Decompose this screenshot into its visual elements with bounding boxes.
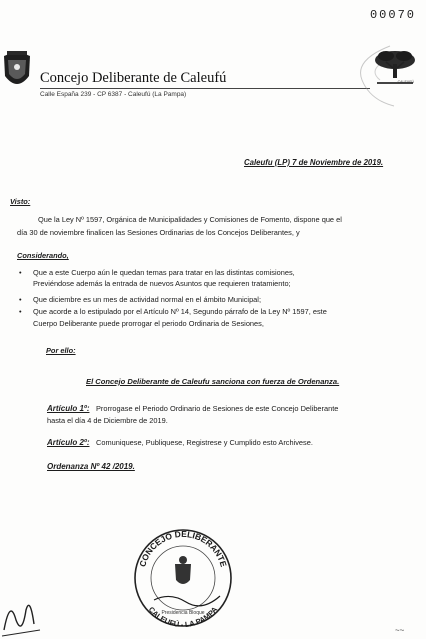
- considerando-item: Cuerpo Deliberante puede prorrogar el periodo Ordinaria de Sesiones,: [33, 319, 264, 328]
- bullet-icon: •: [19, 307, 22, 316]
- articulo-2-text: Comuniquese, Publiquese, Registrese y Cumplido esto Archivese.: [96, 438, 313, 447]
- handwritten-signature: [0, 590, 60, 639]
- por-ello-label: Por ello:: [46, 346, 76, 355]
- header-divider: [40, 88, 370, 89]
- org-name: Concejo Deliberante de Caleufú: [40, 70, 227, 86]
- articulo-1-text: Prorrogase el Periodo Ordinario de Sesiones de este Concejo Deliberante: [96, 404, 339, 413]
- stamp-signature-line: Presidencia Bloque: [161, 610, 205, 616]
- org-address: Calle España 239 - CP 6387 - Caleufú (La Pampa): [40, 91, 187, 98]
- articulo-1-text: hasta el día 4 de Diciembre de 2019.: [47, 416, 168, 425]
- considerando-item: Que acorde a lo estipulado por el Artículo Nº 14, Segundo párrafo de la Ley Nº 1597, este: [33, 307, 327, 316]
- official-stamp: [130, 520, 236, 632]
- bullet-icon: •: [19, 295, 22, 304]
- svg-text:CALEUFÚ - LA PAMPA: [147, 605, 220, 629]
- document-number: 00070: [369, 8, 416, 22]
- considerando-item: Que a este Cuerpo aún le quedan temas para tratar en las distintas comisiones,: [33, 268, 295, 277]
- sanciona-heading: El Concejo Deliberante de Caleufu sanciona con fuerza de Ordenanza.: [86, 377, 340, 386]
- articulo-1-label: Artículo 1º:: [47, 404, 90, 413]
- visto-line: Que la Ley Nº 1597, Orgánica de Municipalidades y Comisiones de Fomento, dispone que el: [38, 215, 342, 224]
- municipal-shield-icon: [2, 50, 32, 94]
- tree-logo-icon: [372, 44, 418, 94]
- stamp-bottom-text: CALEUFÚ - LA PAMPA: [146, 605, 220, 630]
- visto-line: día 30 de noviembre finalicen las Sesiones Ordinarias de los Concejos Deliberantes, y: [17, 228, 300, 237]
- considerando-label: Considerando,: [17, 251, 69, 260]
- document-date: Caleufu (LP) 7 de Noviembre de 2019.: [244, 158, 384, 167]
- stamp-top-text: CONCEJO DELIBERANTE: [137, 528, 229, 568]
- ordenanza-number: Ordenanza Nº 42 /2019.: [47, 462, 135, 471]
- corner-mark: ~~: [395, 626, 405, 635]
- considerando-item: Que diciembre es un mes de actividad normal en el ámbito Municipal;: [33, 295, 261, 304]
- considerando-item: Previéndose además la entrada de nuevos Asuntos que requieren tratamiento;: [33, 279, 291, 288]
- bullet-icon: •: [19, 268, 22, 277]
- tree-caption: CALEUFÚ: [397, 80, 414, 84]
- signature-stroke: [154, 596, 220, 606]
- visto-label: Visto:: [10, 197, 31, 206]
- shield-icon: [175, 556, 191, 584]
- articulo-2-label: Artículo 2º:: [47, 438, 90, 447]
